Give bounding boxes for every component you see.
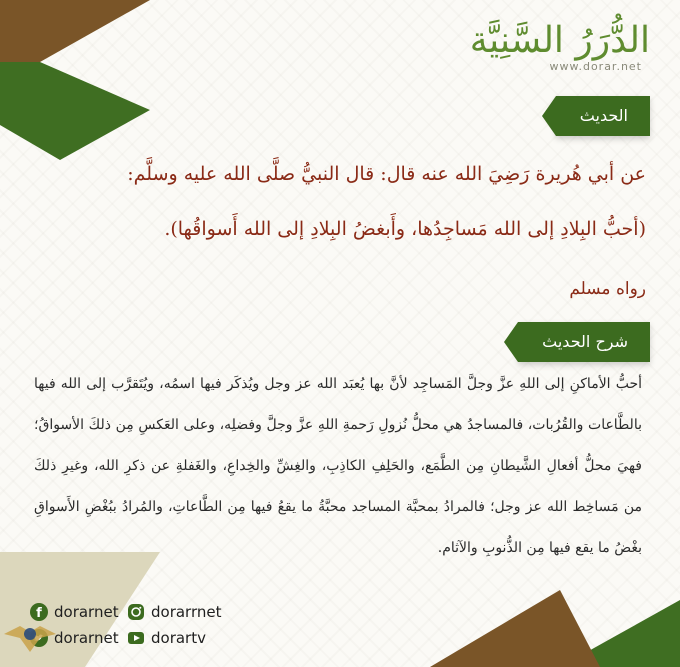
explanation-text: أحبُّ الأماكنِ إلى اللهِ عزَّ وجلَّ المَساجِد لأنَّ بها يُعبَد الله عز وجل ويُذكَر فيها اسمُه، ويُتَقرَّب إلى الله فيها بالطَّاعات والقُرُبات، فالمساجدُ هي محلُّ نُزولِ رَحمةِ اللهِ عزَّ وجلَّ وفضلِه، وعلى العَكسِ مِن ذلكَ الأسواقُ؛ فهيَ محلُّ أفعالِ الشَّيطانِ مِن الطَّمَع، والحَلِفِ الكاذِبِ، والغِشِّ والخِداعِ، والغَفلةِ عن ذكرِ الله، وغيرِ ذلكَ من مَساخِط الله عز وجل؛ فالمرادُ بمحبَّة المساجد محبَّةُ ما يقعُ فيها مِن الطَّاعاتِ، والمُرادُ ببُغْضِ الأَسواقِ بغْضُ ما يقع فيها مِن الذُّنوبِ والآثام. <box>34 376 642 556</box>
hadith-line-1: عن أبي هُريرة رَضِيَ الله عنه قال: قال النبيُّ صلَّى الله عليه وسلَّم: <box>127 163 646 185</box>
twitter-handle: dorarnet <box>54 629 119 647</box>
youtube-icon <box>125 627 147 649</box>
facebook-handle: dorarnet <box>54 603 119 621</box>
hadith-section-label: الحديث <box>556 96 650 136</box>
hadith-narrator: رواه مسلم <box>569 279 646 299</box>
logo-arabic: الدُّرَرُ السَّنِيَّة <box>469 20 650 61</box>
watermark-emblem-icon <box>0 612 60 662</box>
instagram-icon <box>125 601 147 623</box>
social-youtube[interactable] <box>125 627 206 649</box>
decor-brown-bottom-right <box>430 590 600 667</box>
logo-website: www.dorar.net <box>549 60 642 73</box>
decor-green-top <box>0 62 150 160</box>
youtube-handle: dorartv <box>151 629 206 647</box>
hadith-line-2: (أحبُّ البِلادِ إلى الله مَساجِدُها، وأَبغضُ البِلادِ إلى الله أَسواقُها). <box>164 218 646 240</box>
instagram-handle: dorarrnet <box>151 603 222 621</box>
social-instagram[interactable] <box>125 601 221 623</box>
explanation-section-label: شرح الحديث <box>518 322 650 362</box>
site-logo[interactable] <box>470 18 650 73</box>
svg-text:f: f <box>36 606 42 621</box>
decor-brown-top <box>0 0 150 62</box>
